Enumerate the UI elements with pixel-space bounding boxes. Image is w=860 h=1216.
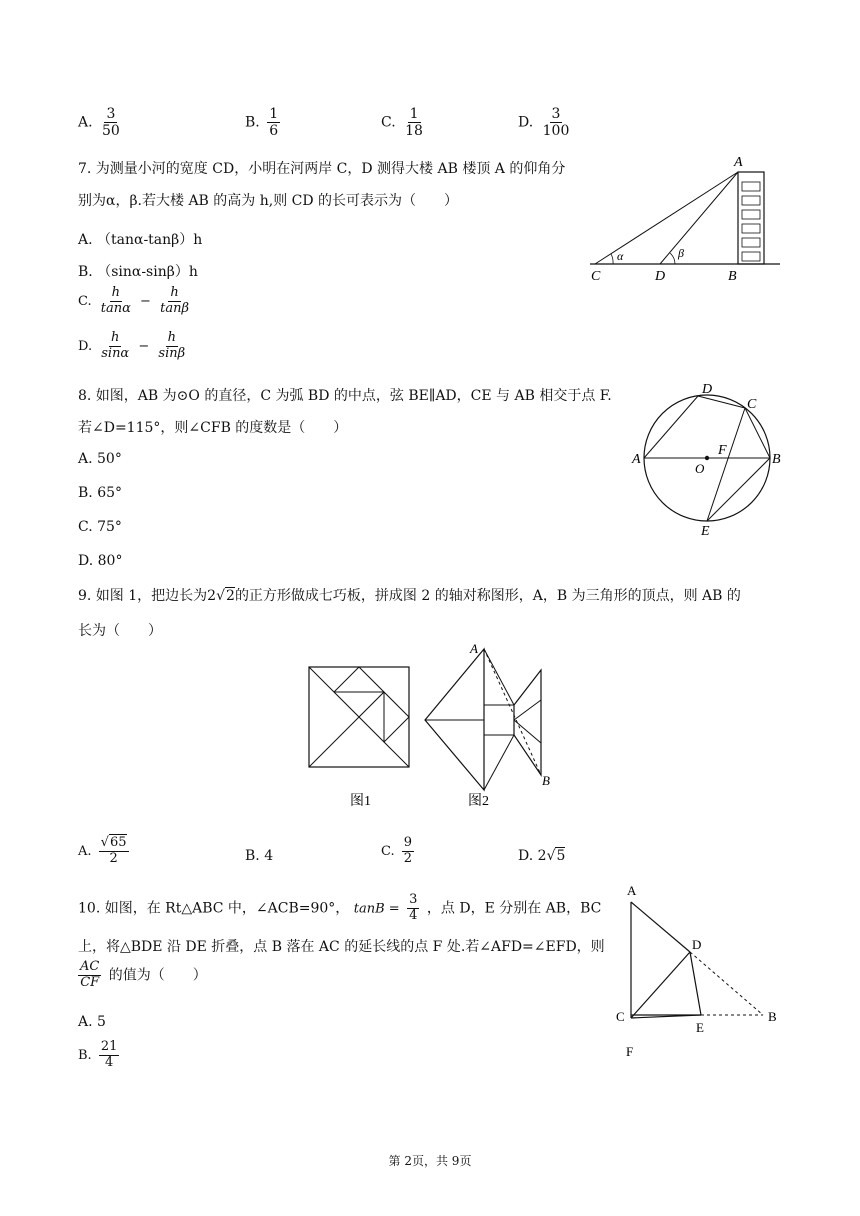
caption-fig1: 图1 [350,794,371,809]
q9-stem-line2: 长为（ ） [78,623,162,639]
window [742,210,760,219]
label-a: A [470,641,478,656]
alpha-arc [611,254,613,264]
q7-option-d: D. $\frac{h}{\sin\alpha}$ − $\frac{h}{\sin\beta}$ [78,330,186,361]
segment-fd [631,952,690,1018]
label-c: C [747,397,757,412]
label-beta: β [678,246,684,260]
q8-option-c: C. 75° [78,519,122,535]
label-alpha: α [617,249,624,263]
label-c: C [591,269,601,284]
segment-db-dashed [690,952,763,1015]
beta-arc [670,253,675,264]
chord-cb [745,408,770,458]
window [742,224,760,233]
q10-option-b: B. $\frac{21}{4}$ [78,1039,118,1070]
chord-dc [698,396,745,408]
q7-option-a: A. （tanα-tanβ）h [78,232,203,248]
window [742,238,760,247]
window [742,196,760,205]
label-a: A [627,883,637,898]
label-f: F [718,443,727,458]
q9-stem-line1: 9. 如图 1，把边长为2√2的正方形做成七巧板，拼成图 2 的轴对称图形，A，B 为三角形的顶点，则 AB 的 [78,588,741,604]
dashed-ab [484,649,541,775]
q9-option-b: B. 4 [245,848,274,864]
q10-figure [608,880,788,1065]
page-footer: 第 2页，共 9页 [388,1154,472,1168]
q8-option-b: B. 65° [78,485,123,501]
label-e: E [701,524,710,538]
center-dot [705,456,709,460]
q7-stem-line2: 别为α，β.若大楼 AB 的高为 h,则 CD 的长可表示为（ ） [78,193,459,209]
q10-stem-line3: $\frac{AC}{CF}$ 的值为（ ） [80,959,207,990]
label-a: A [734,155,743,170]
label-f: F [626,1044,634,1059]
label-a: A [632,452,641,467]
q10-option-a: A. 5 [78,1014,106,1030]
label-b: B [772,452,781,467]
window [742,252,760,261]
label-b: B [542,773,550,788]
q7-option-b: B. （sinα-sinβ）h [78,264,198,280]
label-b: B [728,269,737,284]
segment-de [690,952,701,1015]
q8-option-d: D. 80° [78,553,123,569]
label-c: C [616,1009,625,1024]
q6-option-b: B. $\frac{1}{6}$ [245,106,279,140]
segment-ad [631,902,690,952]
tangram-square [309,667,409,767]
label-b: B [768,1009,777,1024]
q9-figure [300,640,570,815]
q9-option-d: D. 2√5 [518,848,566,864]
label-e: E [696,1020,704,1035]
q6-option-a: A. $\frac{3}{50}$ [78,106,120,140]
q8-option-a: A. 50° [78,451,122,467]
q6-option-d: D. $\frac{3}{100}$ [518,106,570,140]
label-d: D [702,382,713,397]
window [742,182,760,191]
q8-stem-line1: 8. 如图，AB 为⊙O 的直径，C 为弧 BD 的中点，弦 BE∥AD，CE 与 AB 相交于点 F. [78,388,612,404]
q7-stem-line1: 7. 为测量小河的宽度 CD，小明在河两岸 C，D 测得大楼 AB 楼顶 A 的仰角分 [78,161,566,177]
chord-be [707,458,770,521]
label-d: D [655,269,666,284]
tangram-fish [425,649,541,790]
q9-option-a: A. $\frac{√65}{2}$ [78,835,127,866]
caption-fig2: 图2 [468,794,489,809]
q8-figure [625,378,800,538]
q10-stem-line1: 10. 如图，在 Rt△ABC 中，∠ACB=90°， tanB = $\frac{3}{4}$ ，点 D，E 分别在 AB，BC [78,892,602,923]
label-o: O [695,461,705,476]
q9-option-c: C. $\frac{9}{2}$ [381,835,413,866]
chord-ce [707,408,745,521]
q7-option-c: C. $\frac{h}{\tan\alpha}$ − $\frac{h}{\tan\beta}$ [78,285,189,316]
q10-stem-line2: 上，将△BDE 沿 DE 折叠，点 B 落在 AC 的延长线的点 F 处.若∠AFD=∠EFD，则 [78,939,605,955]
label-d: D [692,937,702,952]
line-da [660,172,738,264]
q8-stem-line2: 若∠D=115°，则∠CFB 的度数是（ ） [78,420,348,436]
q6-option-c: C. $\frac{1}{18}$ [381,106,423,140]
q7-figure [585,150,790,285]
